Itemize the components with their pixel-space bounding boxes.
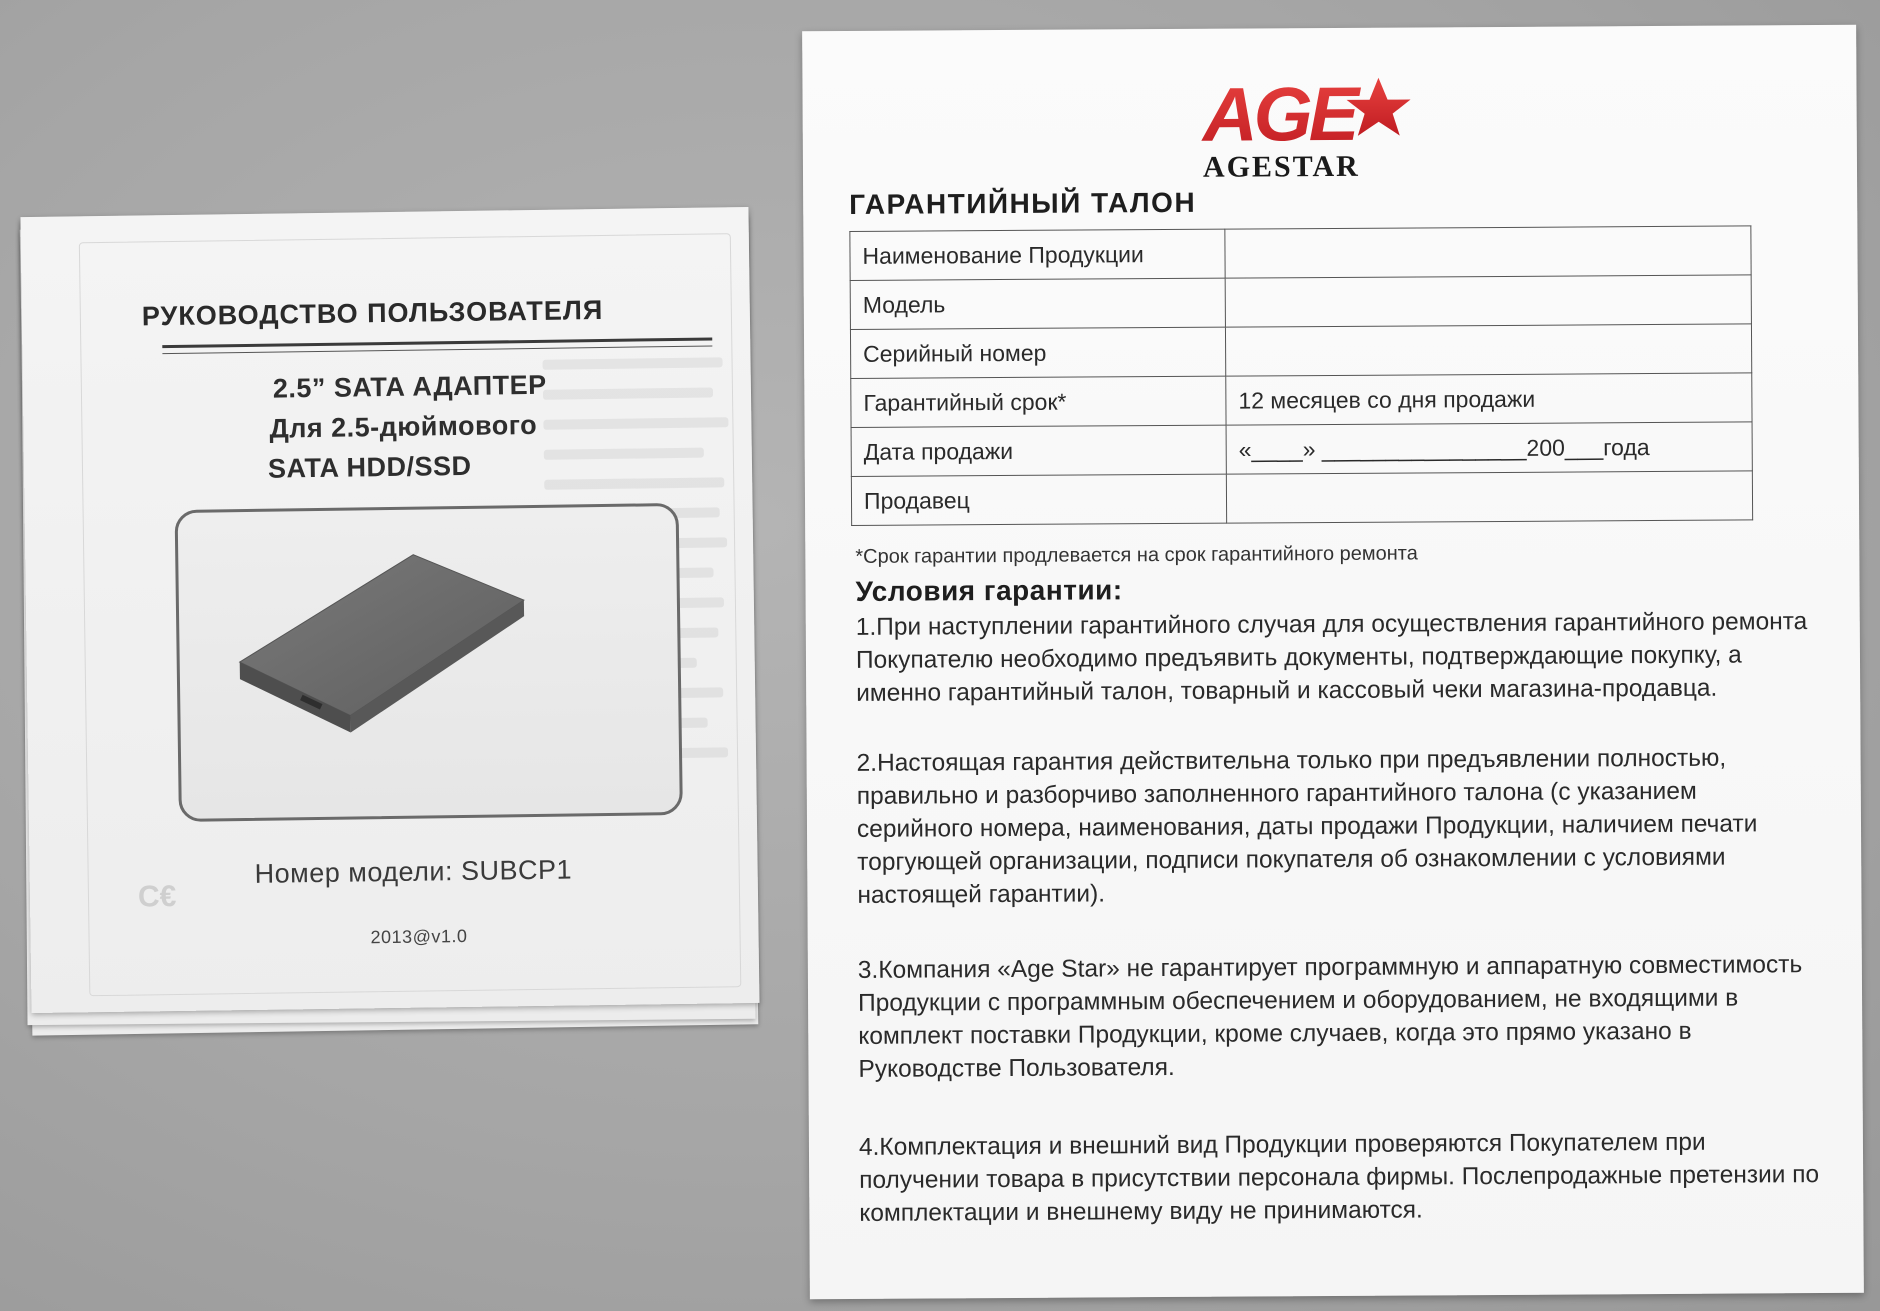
logo-wordmark: AGESTAR — [1202, 149, 1360, 184]
condition-item: 3.Компания «Age Star» не гарантирует программную и аппаратную совместимость Продукции с программным обеспечением и оборудованием, не входящими в комплект поставки Продукции, кроме случаев, когда это прямо указано в Руководстве Пользователя. — [857, 951, 1803, 1083]
agestar-logo-mark — [1182, 57, 1423, 153]
table-row — [850, 275, 1751, 330]
warranty-footnote: *Срок гарантии продлевается на срок гарантийного ремонта — [855, 542, 1418, 568]
condition-item: 1.При наступлении гарантийного случая для осуществления гарантийного ремонта Покупателю необходимо предъявить документы, подтверждающие покупку, а именно гарантийный талон, товарный и кассовый чеки магазина-продавца. — [855, 608, 1808, 707]
row-value — [1225, 324, 1751, 376]
table-row — [850, 324, 1751, 379]
row-value: 12 месяцев со дня продажи — [1226, 373, 1752, 425]
warranty-card — [802, 25, 1864, 1299]
svg-text:AGE: AGE — [1202, 71, 1356, 154]
row-label: Продавец — [851, 474, 1226, 525]
row-label: Серийный номер — [850, 327, 1225, 378]
ce-mark-ghost: C€ — [137, 880, 177, 914]
manual-subtitle: Для 2.5-дюймового — [269, 409, 538, 444]
manual-cover — [20, 207, 759, 1013]
manual-title: РУКОВОДСТВО ПОЛЬЗОВАТЕЛЯ — [141, 294, 604, 332]
table-row — [850, 226, 1751, 281]
agestar-logo — [1182, 57, 1423, 184]
conditions-title: Условия гарантии: — [855, 574, 1123, 607]
manual-subtitle: SATA HDD/SSD — [267, 450, 472, 484]
condition-item: 4.Комплектация и внешний вид Продукции проверяются Покупателем при получении товара в присутствии персонала фирмы. Послепродажные претензии по комплектации и внешнему виду не принимаются. — [858, 1128, 1820, 1227]
table-row — [851, 422, 1752, 477]
row-label: Наименование Продукции — [850, 229, 1225, 280]
condition-item: 2.Настоящая гарантия действительна только при предъявлении полностью, правильно и разборчиво заполненного гарантийного талона (с указанием серийного номера, наименования, даты продажи Продукции, наличием печати торгующей организации, подписи покупателя об ознакомлении с условиями настоящей гарантии). — [856, 744, 1758, 909]
row-value — [1226, 471, 1752, 523]
user-manual-booklet — [22, 212, 757, 1030]
product-photo — [175, 503, 683, 822]
manual-subtitle: 2.5” SATA АДАПТЕР — [272, 369, 547, 404]
hdd-enclosure-image — [178, 506, 680, 819]
warranty-title: ГАРАНТИЙНЫЙ ТАЛОН — [849, 186, 1197, 220]
warranty-info-table — [849, 225, 1753, 526]
table-row — [851, 373, 1752, 428]
model-number: Номер модели: SUBCP1 — [254, 854, 573, 889]
version-number: 2013@v1.0 — [370, 925, 468, 948]
table-row — [851, 471, 1752, 526]
row-value: «____» ________________200___года — [1226, 422, 1752, 474]
row-value — [1225, 275, 1751, 327]
row-label: Модель — [850, 278, 1225, 329]
row-value — [1225, 226, 1751, 278]
row-label: Гарантийный срок* — [851, 376, 1226, 427]
row-label: Дата продажи — [851, 425, 1226, 476]
